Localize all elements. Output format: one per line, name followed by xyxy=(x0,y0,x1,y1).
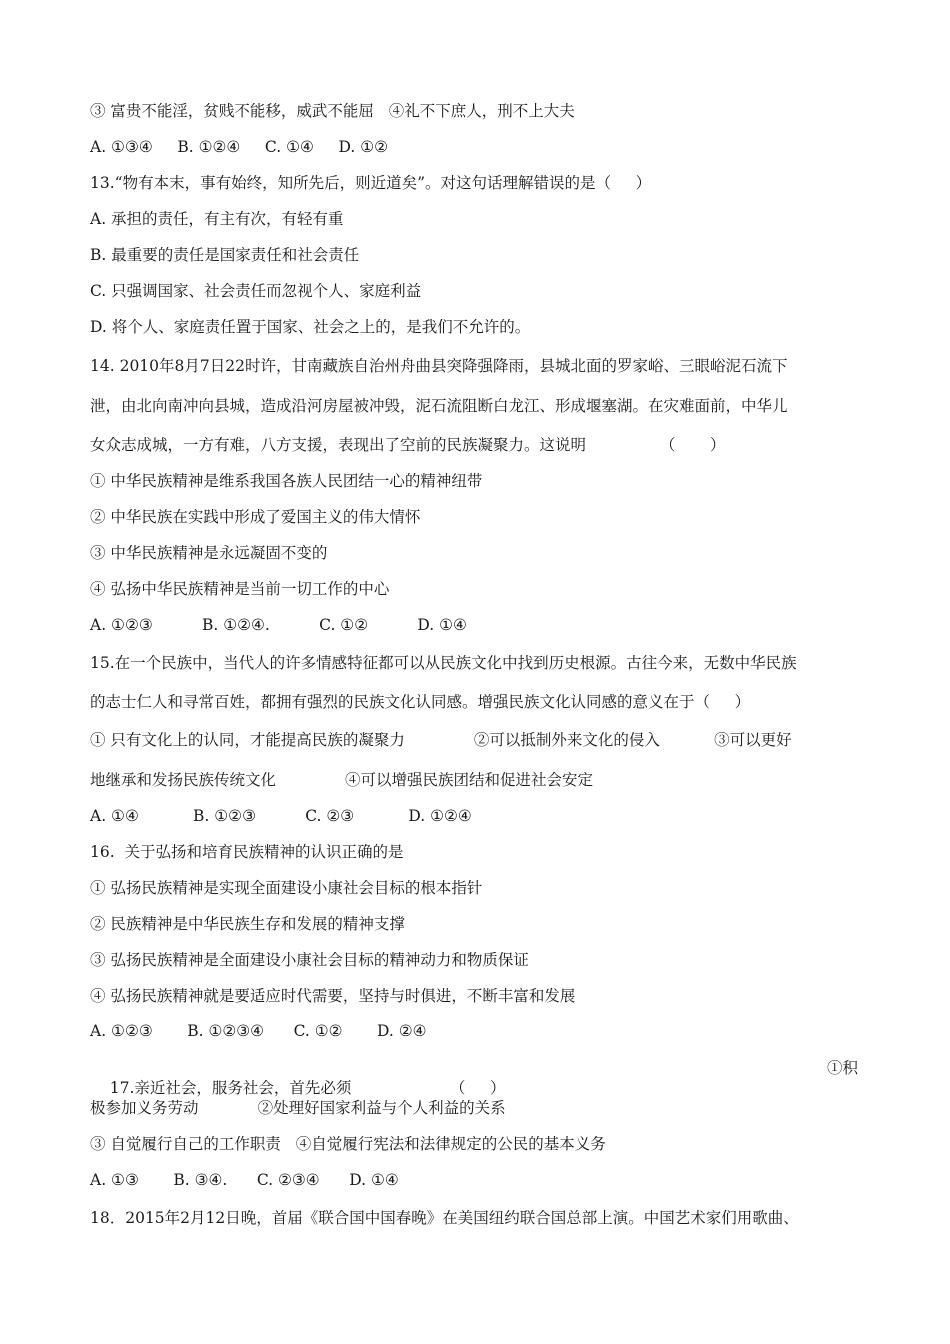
q18-stem-line-1: 18．2015年2月12日晚，首届《联合国中国春晚》在美国纽约联合国总部上演。中国艺术家们用歌曲、 xyxy=(90,1209,799,1227)
q16-statement-1: ① 弘扬民族精神是实现全面建设小康社会目标的根本指针 xyxy=(90,879,483,897)
q13-option-d: D. 将个人、家庭责任置于国家、社会之上的，是我们不允许的。 xyxy=(90,318,531,336)
q14-statement-4: ④ 弘扬中华民族精神是当前一切工作的中心 xyxy=(90,580,390,598)
q13-option-c: C. 只强调国家、社会责任而忽视个人、家庭利益 xyxy=(90,282,422,300)
q17-options: A. ①③ B. ③④. C. ②③④ D. ①④ xyxy=(90,1171,399,1189)
q14-stem-line-2: 泄，由北向南冲向县城，造成沿河房屋被冲毁，泥石流阻断白龙江、形成堰塞湖。在灾难面前，中华儿 xyxy=(90,397,788,415)
q16-options: A. ①②③ B. ①②③④ C. ①② D. ②④ xyxy=(90,1022,427,1040)
q14-statement-1: ① 中华民族精神是维系我国各族人民团结一心的精神纽带 xyxy=(90,472,483,490)
statement-3-4-line: ③ 富贵不能淫，贫贱不能移，威武不能屈 ④礼不下庶人，刑不上大夫 xyxy=(90,102,575,120)
q13-option-a: A. 承担的责任，有主有次，有轻有重 xyxy=(90,210,344,228)
q16-statement-3: ③ 弘扬民族精神是全面建设小康社会目标的精神动力和物质保证 xyxy=(90,951,529,969)
q14-stem-line-3: 女众志成城，一方有难，八方支援，表现出了空前的民族凝聚力。这说明 （ ） xyxy=(90,436,726,454)
q12-options: A. ①③④ B. ①②④ C. ①④ D. ①② xyxy=(90,138,389,156)
q16-statement-4: ④ 弘扬民族精神就是要适应时代需要，坚持与时俱进，不断丰富和发展 xyxy=(90,987,576,1005)
q17-stem-text: 17.亲近社会，服务社会，首先必须 （ ） xyxy=(109,1079,506,1097)
q15-options: A. ①④ B. ①②③ C. ②③ D. ①②④ xyxy=(90,807,472,825)
q14-options: A. ①②③ B. ①②④. C. ①② D. ①④ xyxy=(90,616,467,634)
q15-stem-line-1: 15.在一个民族中，当代人的许多情感特征都可以从民族文化中找到历史根源。古往今来，无数中华民族 xyxy=(90,654,797,672)
q16-statement-2: ② 民族精神是中华民族生存和发展的精神支撑 xyxy=(90,915,405,933)
q14-stem-line-1: 14. 2010年8月7日22时许，甘南藏族自治州舟曲县突降强降雨，县城北面的罗家峪、三眼峪泥石流下 xyxy=(90,357,788,375)
q14-statement-3: ③ 中华民族精神是永远凝固不变的 xyxy=(90,544,328,562)
q17-statements-line-2: ③ 自觉履行自己的工作职责 ④自觉履行宪法和法律规定的公民的基本义务 xyxy=(90,1135,606,1153)
q17-statements-line-1: 极参加义务劳动 ②处理好国家利益与个人利益的关系 xyxy=(90,1099,506,1117)
q15-statements-line-1: ① 只有文化上的认同，才能提高民族的凝聚力 ②可以抵制外来文化的侵入 ③可以更好 xyxy=(90,731,792,749)
q13-stem: 13.“物有本末，事有始终，知所先后，则近道矣”。对这句话理解错误的是（ ） xyxy=(90,174,652,192)
q17-statement-1-start: ①积 xyxy=(826,1059,858,1077)
q16-stem: 16. 关于弘扬和培育民族精神的认识正确的是 xyxy=(90,843,404,861)
q13-option-b: B. 最重要的责任是国家责任和社会责任 xyxy=(90,246,360,264)
q15-statements-line-2: 地继承和发扬民族传统文化 ④可以增强民族团结和促进社会安定 xyxy=(90,771,593,789)
q14-statement-2: ② 中华民族在实践中形成了爱国主义的伟大情怀 xyxy=(90,508,421,526)
q15-stem-line-2: 的志士仁人和寻常百姓，都拥有强烈的民族文化认同感。增强民族文化认同感的意义在于（ ） xyxy=(90,693,751,711)
